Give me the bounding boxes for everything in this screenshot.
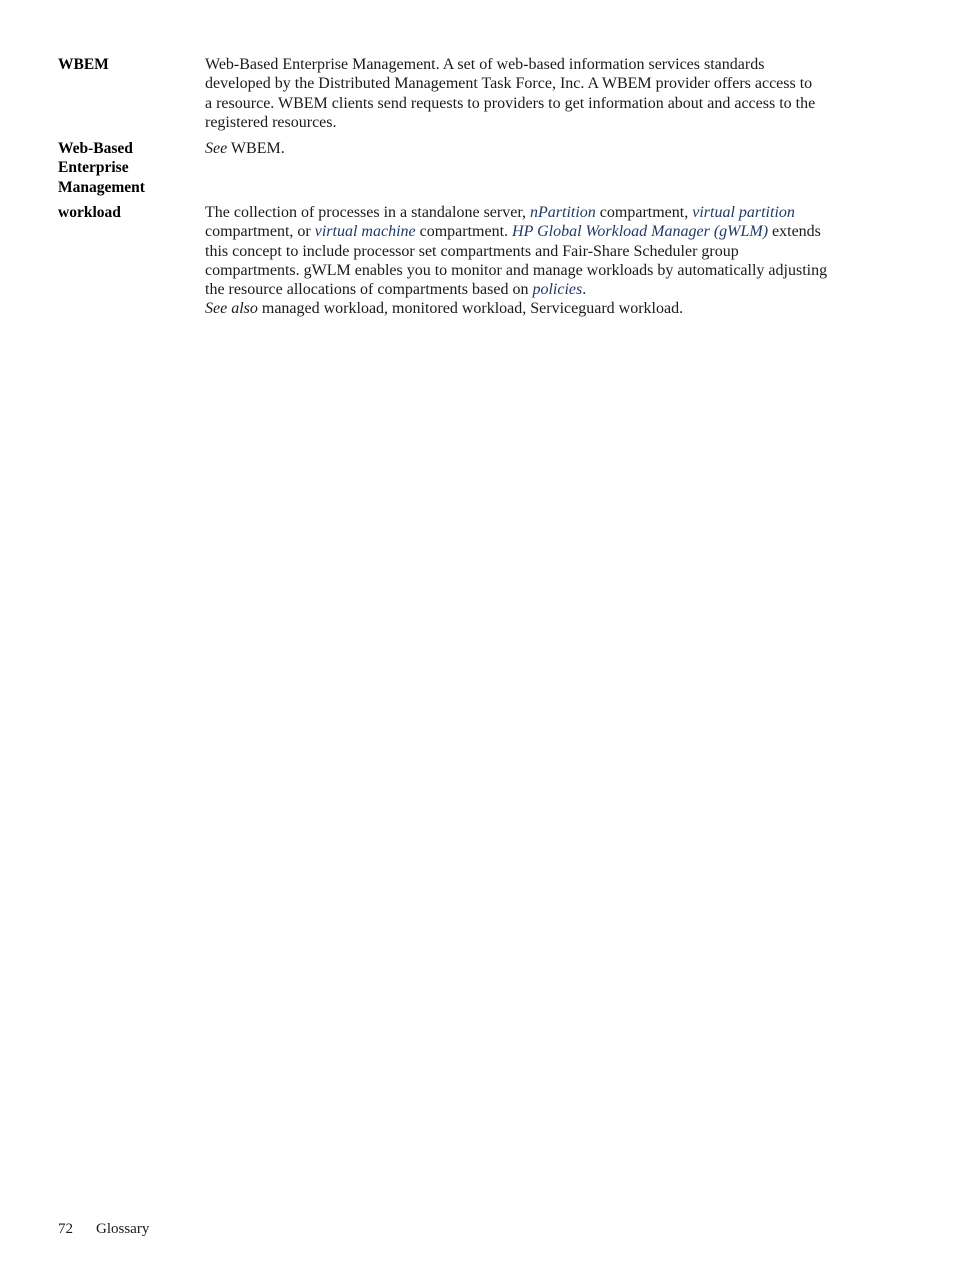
- text-run: The collection of processes in a standalone server,: [205, 204, 531, 221]
- see-target: WBEM.: [227, 140, 285, 157]
- text-run: extends: [768, 223, 821, 241]
- link-policies[interactable]: policies: [532, 281, 583, 299]
- link-virtual-partition[interactable]: virtual partition: [692, 204, 795, 221]
- definition-line: [205, 139, 873, 158]
- see-also-label: See also: [205, 300, 258, 318]
- text-run: .: [582, 281, 587, 299]
- see-label: See: [205, 140, 228, 157]
- glossary-term: workload: [58, 204, 121, 221]
- text-run: compartment,: [595, 204, 693, 221]
- definition-line: registered resources.: [205, 113, 337, 131]
- glossary-entry-web-based-enterprise-management: [58, 139, 878, 199]
- definition-line: developed by the Distributed Management Task Force, Inc. A WBEM provider offers access to: [205, 75, 813, 93]
- text-run: the resource allocations of compartments based on: [205, 281, 533, 299]
- glossary-definition: [205, 139, 873, 158]
- glossary-definition: [205, 55, 873, 132]
- definition-line: [205, 299, 873, 318]
- term-line: Web-Based: [58, 140, 133, 157]
- term-line: Management: [58, 178, 145, 196]
- footer-section-title: Glossary: [96, 1221, 150, 1237]
- text-run: compartment, or: [205, 223, 315, 241]
- glossary-term: [58, 139, 188, 197]
- glossary-entry-wbem: [58, 55, 878, 135]
- page-footer: [58, 1221, 149, 1238]
- glossary-entry-workload: [58, 203, 878, 323]
- glossary-term: WBEM: [58, 56, 109, 73]
- glossary-definition: [205, 203, 873, 319]
- definition-line: [205, 203, 873, 222]
- page-number: 72: [58, 1221, 73, 1237]
- definition-line: a resource. WBEM clients send requests to providers to get information about and access to the: [205, 94, 816, 112]
- link-hp-global-workload-manager[interactable]: HP Global Workload Manager (gWLM): [512, 223, 769, 241]
- definition-line: this concept to include processor set compartments and Fair-Share Scheduler group: [205, 242, 739, 260]
- definition-line: compartments. gWLM enables you to monitor and manage workloads by automatically adjusting: [205, 261, 828, 279]
- definition-line: [205, 222, 873, 241]
- see-also-targets: managed workload, monitored workload, Serviceguard workload.: [257, 300, 684, 318]
- definition-line: [205, 280, 873, 299]
- link-virtual-machine[interactable]: virtual machine: [314, 223, 416, 241]
- definition-line: Web-Based Enterprise Management. A set of web-based information services standards: [205, 56, 765, 73]
- term-line: Enterprise: [58, 159, 129, 177]
- text-run: compartment.: [415, 223, 513, 241]
- link-npartition[interactable]: nPartition: [530, 204, 596, 221]
